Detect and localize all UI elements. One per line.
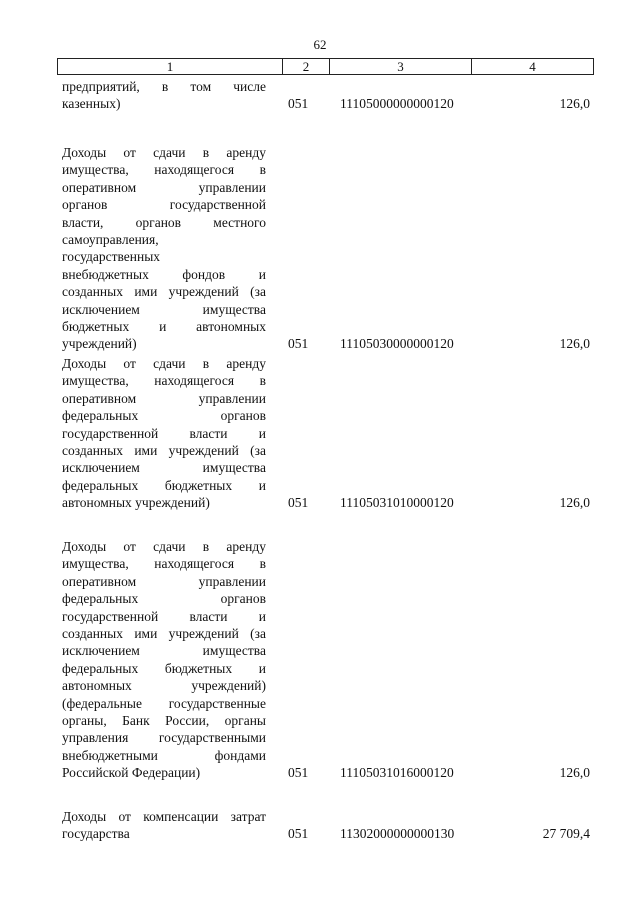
description-line: государства — [62, 826, 130, 842]
description-line: внебюджетных фондов и — [62, 266, 266, 282]
description-line: федеральных бюджетных и — [62, 477, 266, 493]
row-code: 051 — [288, 495, 309, 511]
row-code: 051 — [288, 765, 309, 781]
page-number: 62 — [313, 37, 327, 52]
description-line: созданных ими учреждений (за — [62, 442, 266, 458]
header-col-1: 1 — [58, 59, 283, 74]
description-line: имущества, находящегося в — [62, 162, 266, 178]
description-line: исключением имущества — [62, 460, 266, 476]
row-description — [62, 78, 266, 113]
description-line: Доходы от сдачи в аренду — [62, 356, 266, 371]
description-line: автономных учреждений) — [62, 678, 266, 694]
description-line: предприятий, в том числе — [62, 79, 266, 94]
row-kbk: 11105031016000120 — [340, 765, 454, 781]
row-description — [62, 538, 266, 781]
row-code: 051 — [288, 336, 309, 352]
description-line: внебюджетными фондами — [62, 747, 266, 763]
description-line: оперативном управлении — [62, 390, 266, 406]
description-line: созданных ими учреждений (за — [62, 284, 266, 300]
row-kbk: 11302000000000130 — [340, 826, 455, 842]
row-amount: 126,0 — [559, 765, 590, 781]
description-line: федеральных органов — [62, 408, 266, 424]
description-line: оперативном управлении — [62, 573, 266, 589]
row-amount: 126,0 — [559, 495, 590, 511]
row-description — [62, 355, 266, 512]
description-line: имущества, находящегося в — [62, 556, 266, 572]
description-line: бюджетных и автономных — [62, 318, 266, 334]
row-amount: 126,0 — [559, 96, 590, 112]
description-line: Доходы от компенсации затрат — [62, 809, 266, 824]
description-line: (федеральные государственные — [62, 695, 266, 711]
description-line: оперативном управлении — [62, 179, 266, 195]
description-line: Доходы от сдачи в аренду — [62, 145, 266, 160]
description-line: федеральных бюджетных и — [62, 660, 266, 676]
description-line: государственной власти и — [62, 608, 266, 624]
description-line: имущества, находящегося в — [62, 373, 266, 389]
row-kbk: 11105000000000120 — [340, 96, 454, 112]
row-code: 051 — [288, 826, 309, 842]
header-col-3: 3 — [330, 59, 472, 74]
description-line: органы, Банк России, органы — [62, 712, 266, 728]
description-line: Российской Федерации) — [62, 765, 201, 781]
row-description — [62, 144, 266, 353]
row-amount: 126,0 — [559, 336, 590, 352]
description-line: исключением имущества — [62, 643, 266, 659]
description-line: учреждений) — [62, 336, 137, 352]
table-header — [57, 58, 594, 75]
description-line: государственных — [62, 249, 161, 265]
header-col-4: 4 — [529, 59, 536, 74]
description-line: Доходы от сдачи в аренду — [62, 539, 266, 554]
row-amount: 27 709,4 — [542, 826, 590, 842]
row-kbk: 11105031010000120 — [340, 495, 454, 511]
description-line: автономных учреждений) — [62, 495, 210, 511]
description-line: власти, органов местного — [62, 214, 266, 230]
description-line: исключением имущества — [62, 301, 266, 317]
row-kbk: 11105030000000120 — [340, 336, 454, 352]
header-col-2: 2 — [283, 59, 330, 74]
description-line: управления государственными — [62, 730, 266, 746]
row-description — [62, 808, 266, 843]
description-line: самоуправления, — [62, 231, 159, 247]
description-line: органов государственной — [62, 197, 266, 213]
row-code: 051 — [288, 96, 309, 112]
description-line: федеральных органов — [62, 591, 266, 607]
description-line: созданных ими учреждений (за — [62, 625, 266, 641]
description-line: казенных) — [62, 96, 121, 112]
description-line: государственной власти и — [62, 425, 266, 441]
